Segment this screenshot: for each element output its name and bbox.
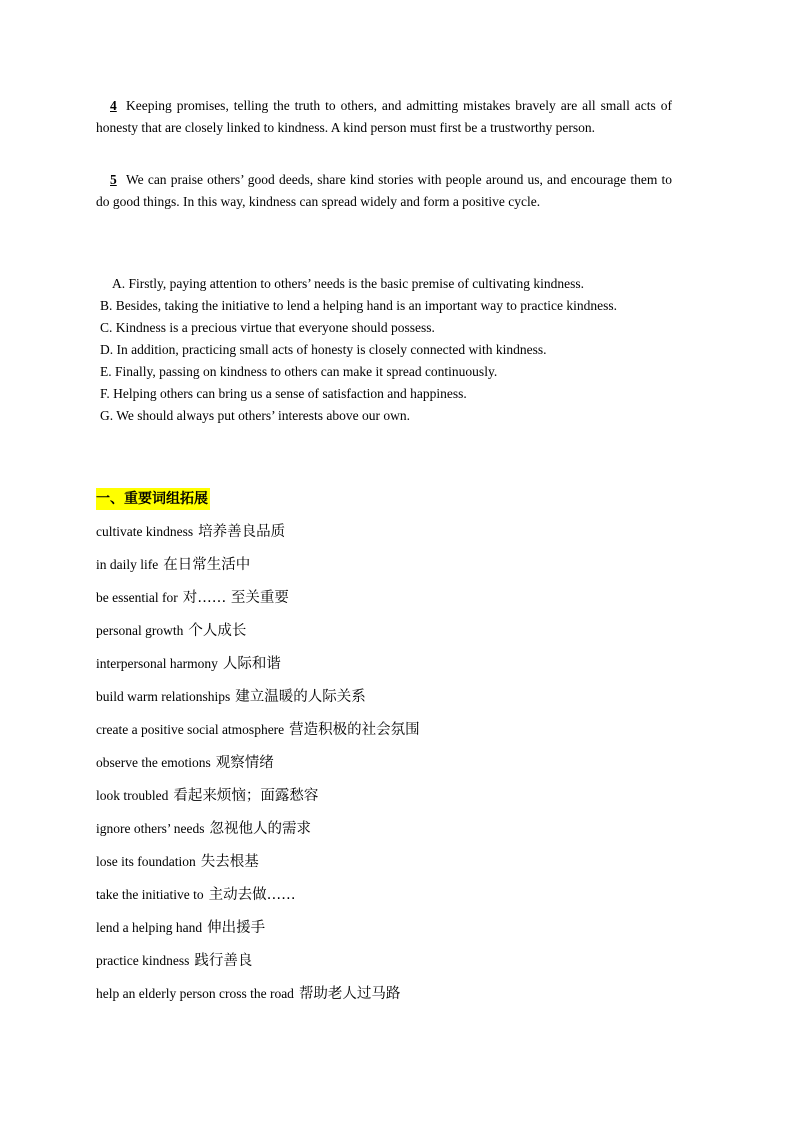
vocab-zh: 人际和谐: [222, 656, 281, 672]
vocab-en: observe the emotions: [96, 755, 211, 770]
vocab-row: [96, 620, 676, 653]
vocab-row: [96, 521, 676, 554]
vocab-en: be essential for: [96, 590, 178, 605]
item-text-4: Keeping promises, telling the truth to others, and admitting mistakes bravely are all small acts of honesty that are closely linked to kindness. A kind person must first be a trustworthy person.: [96, 98, 672, 135]
vocab-row: [96, 686, 676, 719]
vocab-en: in daily life: [96, 557, 159, 572]
vocab-en: lend a helping hand: [96, 920, 203, 935]
vocab-row: [96, 719, 676, 752]
vocab-row: [96, 785, 676, 818]
vocab-en: create a positive social atmosphere: [96, 722, 285, 737]
vocab-zh: 对…… 至关重要: [182, 590, 289, 606]
vocab-zh: 看起来烦恼；面露愁容: [173, 788, 319, 804]
vocab-row: [96, 950, 676, 983]
vocab-row: [96, 554, 676, 587]
vocab-row: [96, 851, 676, 884]
vocab-en: take the initiative to: [96, 887, 204, 902]
vocab-row: [96, 587, 676, 620]
vocab-en: practice kindness: [96, 953, 190, 968]
vocab-en: look troubled: [96, 788, 169, 803]
option-e: E. Finally, passing on kindness to others can make it spread continuously.: [100, 364, 498, 379]
item-text-5: We can praise others’ good deeds, share kind stories with people around us, and encourage them to do good things. In this way, kindness can spread widely and form a positive cycle.: [96, 172, 672, 209]
item-number-5: 5: [110, 172, 117, 187]
option-g: G. We should always put others’ interests above our own.: [100, 408, 410, 423]
vocab-en: lose its foundation: [96, 854, 196, 869]
passage-item-5: [96, 169, 672, 213]
section-heading: 一、重要词组拓展: [96, 488, 210, 510]
options-list: [96, 273, 676, 427]
vocab-en: interpersonal harmony: [96, 656, 218, 671]
vocab-zh: 主动去做……: [208, 887, 296, 903]
option-a: A. Firstly, paying attention to others’ needs is the basic premise of cultivating kindness.: [112, 276, 585, 291]
vocab-zh: 个人成长: [188, 623, 247, 639]
vocab-zh: 忽视他人的需求: [209, 821, 311, 837]
vocab-zh: 培养善良品质: [198, 524, 286, 540]
option-d: D. In addition, practicing small acts of honesty is closely connected with kindness.: [100, 342, 547, 357]
passage-item-4: [96, 95, 672, 139]
option-c: C. Kindness is a precious virtue that everyone should possess.: [100, 320, 435, 335]
vocab-zh: 在日常生活中: [163, 557, 251, 573]
vocab-zh: 失去根基: [200, 854, 259, 870]
vocab-zh: 帮助老人过马路: [298, 986, 401, 1002]
vocab-row: [96, 818, 676, 851]
vocab-en: cultivate kindness: [96, 524, 194, 539]
vocab-en: personal growth: [96, 623, 184, 638]
vocab-row: [96, 884, 676, 917]
option-b: B. Besides, taking the initiative to lend a helping hand is an important way to practice kindness.: [100, 298, 618, 313]
vocab-zh: 践行善良: [194, 953, 253, 969]
vocab-row: [96, 752, 676, 785]
vocab-row: [96, 917, 676, 950]
vocab-en: ignore others’ needs: [96, 821, 205, 836]
vocab-zh: 营造积极的社会氛围: [289, 722, 420, 738]
vocab-row: [96, 983, 676, 1016]
option-f: F. Helping others can bring us a sense of satisfaction and happiness.: [100, 386, 467, 401]
vocab-en: build warm relationships: [96, 689, 231, 704]
vocab-en: help an elderly person cross the road: [96, 986, 294, 1001]
vocab-row: [96, 653, 676, 686]
vocab-zh: 观察情绪: [215, 755, 274, 771]
vocab-list: [96, 521, 676, 1016]
item-number-4: 4: [110, 98, 117, 113]
vocab-zh: 伸出援手: [207, 920, 266, 936]
vocab-zh: 建立温暖的人际关系: [235, 689, 366, 705]
